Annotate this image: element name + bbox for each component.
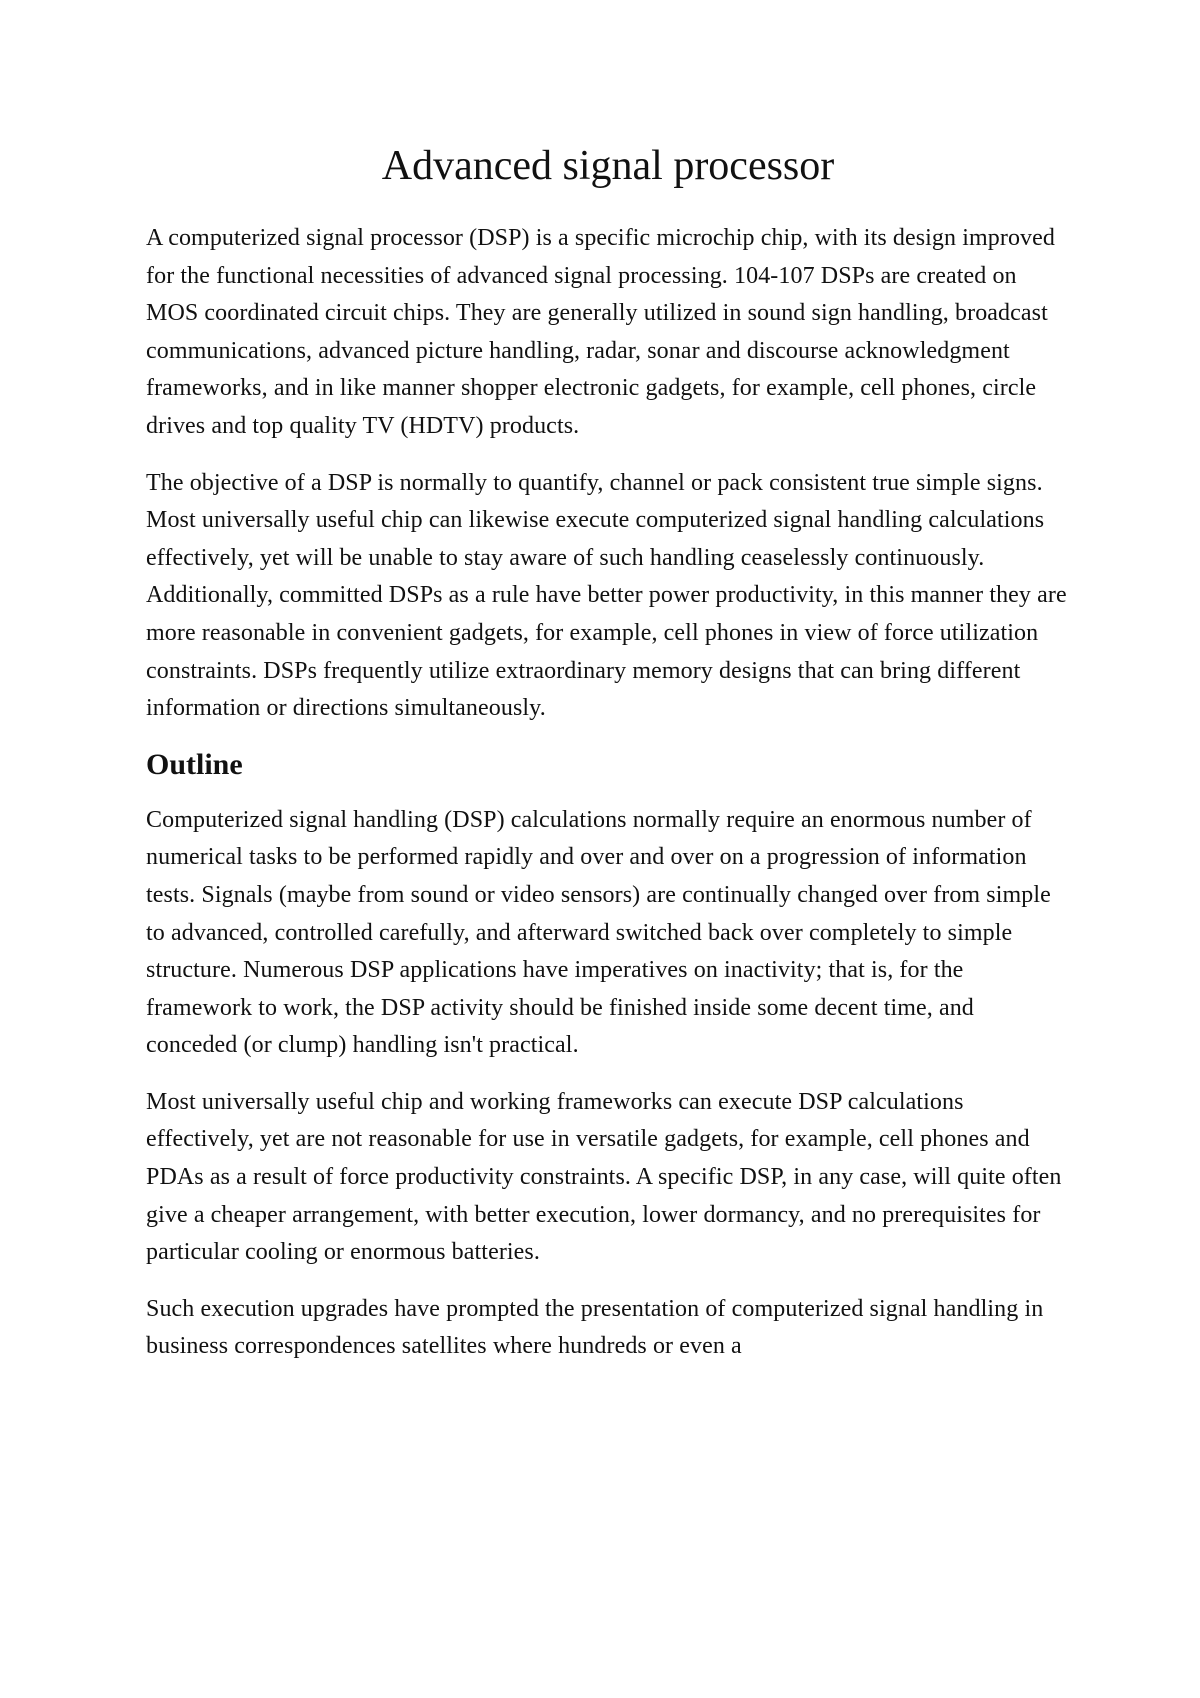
outline-paragraph-2: Most universally useful chip and working frameworks can execute DSP calculations effectively, yet are not reasonable for use in versatile gadgets, for example, cell phones and PDAs as a result of force productivity constraints. A specific DSP, in any case, will quite often give a cheaper arrangement, with better execution, lower dormancy, and no prerequisites for particular cooling or enormous batteries. [146,1088,1062,1266]
document-title: Advanced signal processor [381,143,835,189]
outline-paragraph-1: Computerized signal handling (DSP) calculations normally require an enormous number of numerical tasks to be performed rapidly and over and over on a progression of information tests. Signals (maybe from sound or video sensors) are continually changed over from simple to advanced, controlled carefully, and afterward switched back over completely to simple structure. Numerous DSP applications have imperatives on inactivity; that is, for the framework to work, the DSP activity should be finished inside some decent time, and conceded (or clump) handling isn't practical. [146,806,1051,1059]
outline-paragraph-3: Such execution upgrades have prompted the presentation of computerized signal handling in business correspondences satellites where hundreds or even a [146,1295,1044,1360]
intro-paragraph-1: A computerized signal processor (DSP) is a specific microchip chip, with its design improved for the functional necessities of advanced signal processing. 104-107 DSPs are created on MOS coordinated circuit chips. They are generally utilized in sound sign handling, broadcast communications, advanced picture handling, radar, sonar and discourse acknowledgment frameworks, and in like manner shopper electronic gadgets, for example, cell phones, circle drives and top quality TV (HDTV) products. [146,225,1056,439]
intro-paragraph-2: The objective of a DSP is normally to quantify, channel or pack consistent true simple signs. Most universally useful chip can likewise execute computerized signal handling calculations effectively, yet will be unable to stay aware of such handling ceaselessly continuously. Additionally, committed DSPs as a rule have better power productivity, in this manner they are more reasonable in convenient gadgets, for example, cell phones in view of force utilization constraints. DSPs frequently utilize extraordinary memory designs that can bring different information or directions simultaneously. [146,469,1067,722]
section-heading-outline: Outline [146,747,243,781]
